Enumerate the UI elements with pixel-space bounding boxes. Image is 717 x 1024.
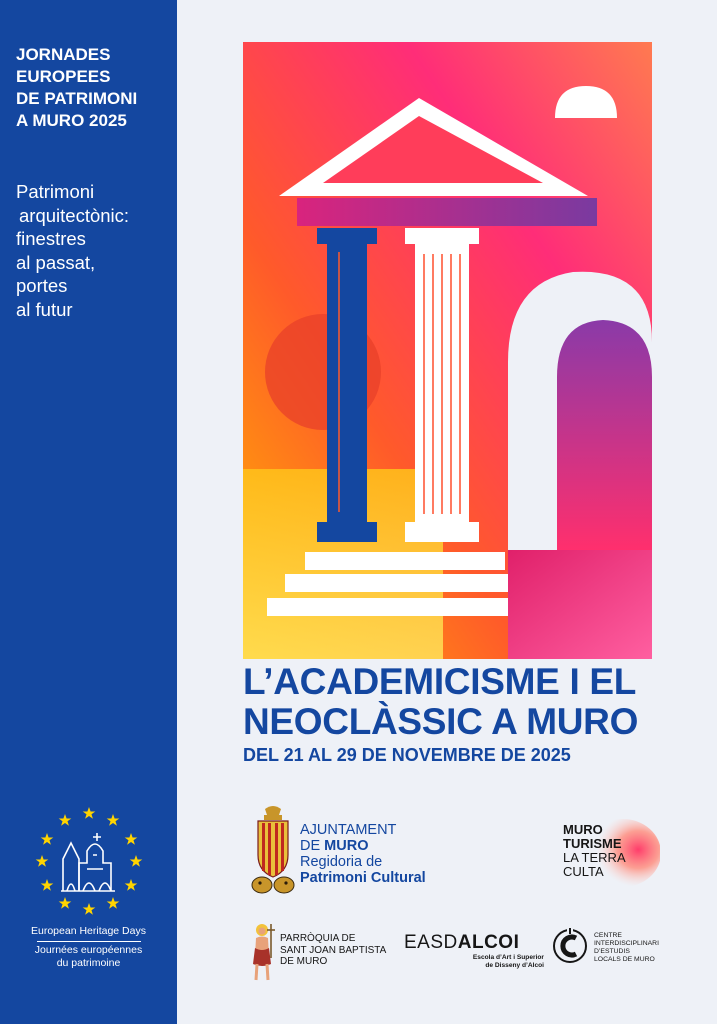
ciel-line: CENTRE [594,932,622,939]
ehd-label-fr [0,944,177,970]
sidebar-subtitle-line: portes [16,275,68,296]
sidebar-title [16,44,137,132]
ajuntament-line [300,838,426,854]
easd-wordmark [404,932,544,954]
ajuntament-line: Regidoria de [300,854,383,870]
ajuntament-line: AJUNTAMENT [300,822,397,838]
parroquia-logo-text [280,933,386,968]
main-title-line: L’ACADEMICISME I EL [243,661,637,702]
ciel-line: INTERDISCIPLINARI [594,940,659,947]
ajuntament-prefix: DE [300,838,325,854]
ciel-logo-text [594,932,659,964]
sant-joan-baptista-icon [245,922,279,982]
ajuntament-muro-coat-of-arms [250,805,296,895]
ajuntament-muro-logo-text [300,822,426,886]
parroquia-line: PARRÒQUIA DE [280,933,356,944]
ehd-label-fr-line: du patrimoine [56,957,121,969]
eu-stars-building-icon [35,803,143,918]
sidebar-title-line: EUROPEES [16,67,111,86]
sidebar-title-line: JORNADES [16,45,111,64]
muro-turisme-line: MURO [563,822,603,837]
ehd-label-en: European Heritage Days [31,925,146,937]
sidebar-title-line: DE PATRIMONI [16,89,138,108]
muro-turisme-line: CULTA [563,864,604,879]
easd-sub-line: Escola d’Art i Superior [472,954,544,961]
saint-figure-icon [245,922,279,982]
easd-alcoi-logo [404,932,544,970]
neoclassical-temple-illustration [243,42,652,659]
coat-of-arms-icon [250,805,296,895]
easd-regular: EASD [404,932,458,953]
parroquia-line: DE MURO [280,956,328,967]
muro-turisme-text [563,823,626,879]
european-heritage-days-logo [35,803,143,918]
ciel-muro-icon [553,928,587,964]
ciel-c-icon [553,928,587,964]
main-title-line: NEOCLÀSSIC A MURO [243,701,639,742]
main-title [243,662,663,742]
sidebar-subtitle-line: al passat, [16,251,96,273]
muro-turisme-line: LA TERRA [563,850,626,865]
muro-turisme-line: TURISME [563,836,622,851]
sidebar-subtitle-line: Patrimoni [16,181,95,202]
sidebar-subtitle-line: arquitectònic: [19,204,130,226]
sidebar-subtitle-line: al futur [16,298,73,320]
sidebar-subtitle [16,180,129,321]
poster-illustration [243,42,652,659]
easd-sub-line: de Disseny d’Alcoi [485,962,544,969]
sidebar-subtitle-line: finestres [16,228,86,249]
easd-bold: ALCOI [457,932,520,953]
ciel-line: D’ESTUDIS [594,948,630,955]
divider [37,941,141,942]
muro-turisme-logo [545,815,660,895]
sidebar-title-line: A MURO 2025 [16,111,127,130]
parroquia-line: SANT JOAN BAPTISTA [280,944,387,956]
event-dates: DEL 21 AL 29 DE NOVEMBRE DE 2025 [243,745,571,765]
easd-subtitle [404,954,544,970]
ajuntament-muro-bold: MURO [324,838,369,854]
ciel-line: LOCALS DE MURO [594,956,655,963]
sidebar [0,0,177,1024]
ajuntament-line: Patrimoni Cultural [300,870,426,886]
ehd-label-fr-line: Journées européennes [34,944,143,956]
